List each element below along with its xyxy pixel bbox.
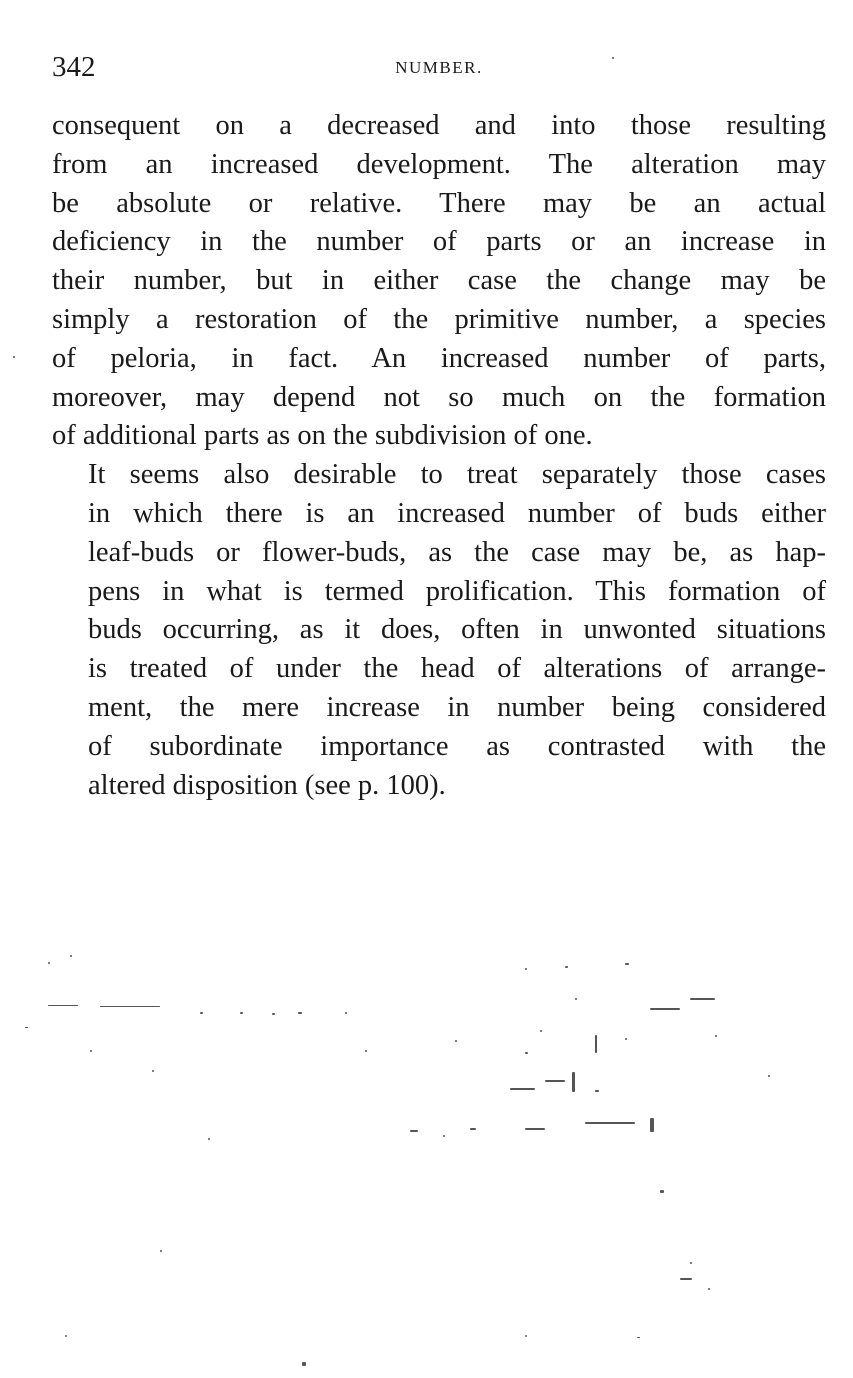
text-line: It seems also desirable to treat separately those cases [88, 459, 826, 491]
speck [650, 1008, 680, 1010]
speck [595, 1035, 597, 1053]
speck [525, 1052, 528, 1054]
speck [510, 1088, 535, 1090]
text-line: of subordinate importance as contrasted with the [88, 730, 826, 762]
speck [25, 1027, 28, 1028]
speck [625, 1038, 627, 1040]
speck [637, 1337, 640, 1338]
text-line: leaf-buds or flower-buds, as the case may be, as hap- [88, 536, 826, 568]
speck [365, 1050, 367, 1052]
body-text [52, 107, 826, 805]
speck [715, 1035, 717, 1037]
speck [708, 1288, 710, 1290]
speck [200, 1012, 203, 1014]
speck [65, 1335, 67, 1337]
speck [470, 1128, 476, 1130]
speck [690, 1262, 692, 1264]
speck [680, 1278, 692, 1280]
speck [612, 57, 614, 59]
speck [768, 1075, 770, 1077]
speck [595, 1090, 599, 1092]
speck [48, 1005, 78, 1006]
speck [690, 998, 715, 1000]
speck [545, 1080, 565, 1082]
speck [160, 1250, 162, 1252]
paragraph-2 [52, 456, 826, 805]
text-line: pens in what is termed prolification. This formation of [88, 575, 826, 607]
text-line: of peloria, in fact. An increased number of parts, [52, 342, 826, 374]
speck [565, 966, 568, 968]
text-line: ment, the mere increase in number being considered [88, 691, 826, 723]
speck [455, 1040, 457, 1042]
text-line: in which there is an increased number of buds either [88, 497, 826, 529]
text-line: buds occurring, as it does, often in unwonted situations [88, 614, 826, 646]
speck [540, 1030, 542, 1032]
speck [298, 1012, 302, 1014]
text-line: be absolute or relative. There may be an actual [52, 187, 826, 219]
speck [572, 1072, 575, 1092]
speck [585, 1122, 635, 1124]
speck [525, 1335, 527, 1337]
speck [660, 1190, 664, 1193]
text-line: consequent on a decreased and into those resulting [52, 110, 826, 141]
speck [90, 1050, 92, 1052]
text-line: is treated of under the head of alterations of arrange- [88, 653, 826, 685]
speck [152, 1070, 154, 1072]
speck [13, 356, 15, 358]
text-line: from an increased development. The alteration may [52, 148, 826, 180]
speck [525, 968, 527, 970]
speck [100, 1006, 160, 1007]
speck [575, 998, 577, 1000]
text-line: moreover, may depend not so much on the formation [52, 381, 826, 413]
text-line: altered disposition (see p. 100). [88, 769, 446, 801]
paragraph-1 [52, 107, 826, 456]
speck [272, 1013, 275, 1015]
running-head: NUMBER. [395, 58, 483, 77]
speck [525, 1128, 545, 1130]
text-line: their number, but in either case the change may be [52, 265, 826, 297]
speck [208, 1138, 210, 1140]
speck [345, 1012, 347, 1014]
speck [240, 1012, 243, 1014]
page-header [52, 50, 826, 84]
text-line: deficiency in the number of parts or an increase in [52, 226, 826, 258]
speck [443, 1135, 445, 1137]
speck [650, 1118, 654, 1132]
text-line: of additional parts as on the subdivision of one. [52, 420, 593, 452]
speck [625, 963, 629, 965]
speck [302, 1362, 306, 1366]
speck [410, 1130, 418, 1132]
speck [48, 962, 50, 964]
text-line: simply a restoration of the primitive number, a species [52, 303, 826, 335]
speck [70, 955, 72, 957]
page-number: 342 [52, 51, 96, 83]
